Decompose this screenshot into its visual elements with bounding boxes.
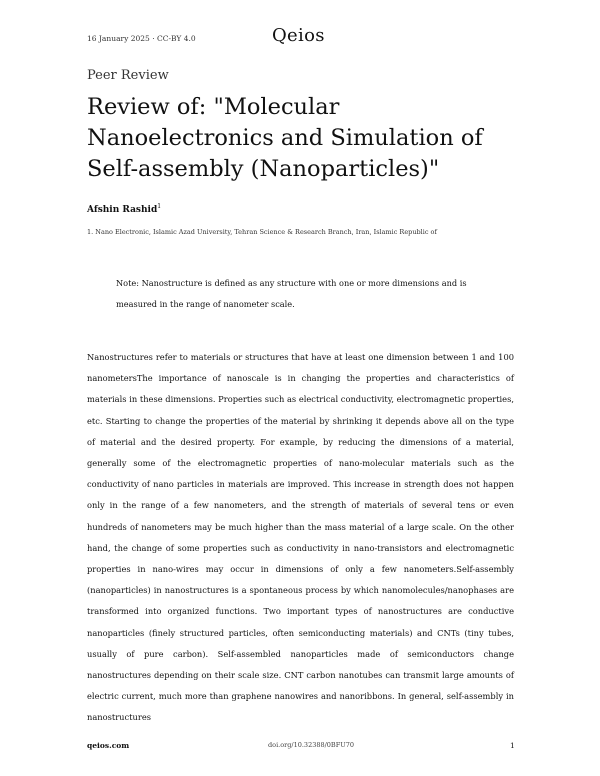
author-name-text: Afshin Rashid (87, 205, 158, 215)
author-affiliation: 1. Nano Electronic, Islamic Azad University, Tehran Science & Research Branch, Iran, Islamic Republic of (87, 228, 437, 236)
footer-doi-link[interactable]: doi.org/10.32388/0BFU70 (268, 741, 354, 749)
qeios-logo[interactable]: Qeios (272, 25, 325, 46)
author-affiliation-marker: 1 (157, 203, 162, 210)
body-paragraph: Nanostructures refer to materials or structures that have at least one dimension between 1 and 100 nanometersThe importance of nanoscale is in changing the properties and characteristics of materials in these dimensions. Properties such as electrical conductivity, electromagnetic properties, etc. Starting to change the properties of the material by shrinking it depends above all on the type of material and the desired property. For example, by reducing the dimensions of a material, generally some of the electromagnetic properties of nano-molecular materials such as the conductivity of nano particles in materials are improved. This increase in strength does not happen only in the range of a few nanometers, and the strength of materials of several tens or even hundreds of nanometers may be much higher than the mass material of a large scale. On the other hand, the change of some properties such as conductivity in nano-transistors and electromagnetic properties in nano-wires may occur in dimensions of only a few nanometers.Self-assembly (nanoparticles) in nanostructures is a spontaneous process by which nanomolecules/nanophases are transformed into organized functions. Two important types of nanostructures are conductive nanoparticles (finely structured particles, often semiconducting materials) and CNTs (tiny tubes, usually of pure carbon). Self-assembled nanoparticles made of semiconductors change nanostructures depending on their scale size. CNT carbon nanotubes can transmit large amounts of electric current, much more than graphene nanowires and nanoribbons. In general, self-assembly in nanostructures (87, 352, 514, 723)
note-paragraph: Note: Nanostructure is defined as any structure with one or more dimensions and is measured in the range of nanometer scale. (116, 278, 467, 309)
page-number: 1 (510, 741, 515, 750)
article-title: Review of: "Molecular Nanoelectronics and Simulation of Self-assembly (Nanoparticles)" (87, 94, 483, 182)
publication-meta: 16 January 2025 · CC-BY 4.0 (87, 34, 196, 43)
footer-site-link[interactable]: qeios.com (87, 741, 130, 750)
section-label: Peer Review (87, 68, 169, 83)
author-name (87, 203, 161, 215)
